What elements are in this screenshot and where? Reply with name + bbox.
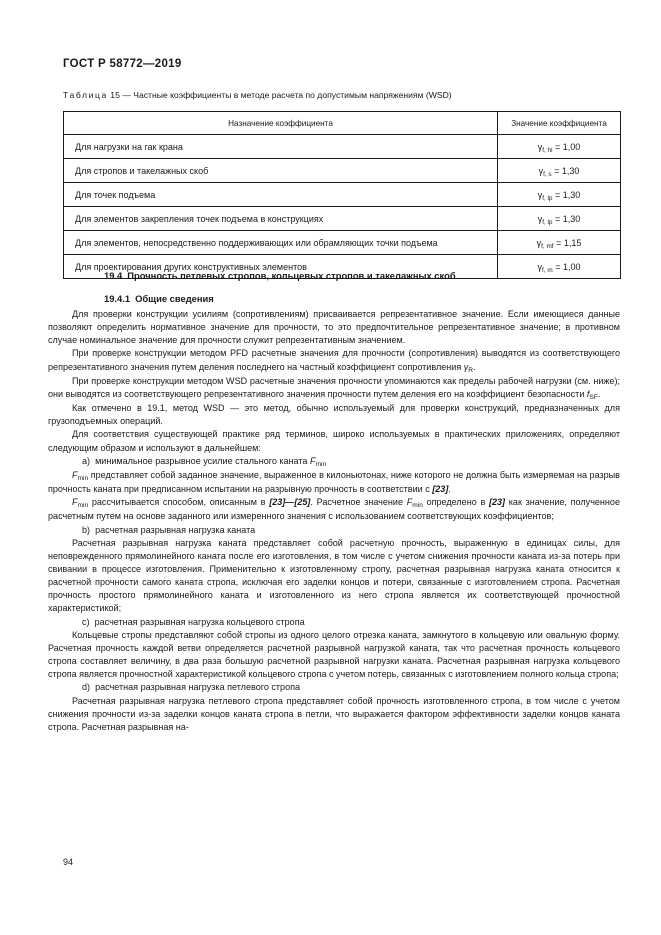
row-description: Для элементов закрепления точек подъема в конструкциях — [64, 207, 498, 231]
page-number: 94 — [63, 857, 74, 867]
paragraph-7-text-b: . Расчетное значение — [310, 497, 407, 508]
table-row — [64, 231, 621, 255]
reference-23: [23] — [432, 484, 449, 495]
paragraph-10: Расчетная разрывная нагрузка петлевого стропа представляет собой прочность изготовленного стропа, в том числе с учетом снижения прочности из-за заделки концов каната стропа в петли, что выражается фактором эффективности заделки концов каната стропа. Расчетная разрывная на- — [48, 695, 620, 732]
gamma-equals: = 1,30 — [555, 189, 581, 200]
gamma-equals: = 1,00 — [555, 141, 581, 152]
paragraph-7 — [48, 496, 620, 523]
table-caption-number: 15 — [110, 90, 120, 100]
f-min-symbol: F — [406, 497, 413, 508]
gamma-subscript: f, s — [543, 170, 552, 178]
subsection-title: Общие сведения — [135, 293, 214, 304]
row-value — [498, 183, 621, 207]
section-heading-19-4-1 — [104, 293, 214, 304]
list-item-b-label: b) — [82, 524, 91, 535]
list-item-b — [48, 524, 620, 537]
row-description: Для проектирования других конструктивных элементов — [64, 255, 498, 279]
table-row — [64, 207, 621, 231]
paragraph-2 — [48, 347, 620, 374]
gamma-equals: = 1,00 — [555, 261, 581, 272]
paragraph-6-text-a: представляет собой заданное значение, выраженное в килоньютонах, ниже которого не должна быть измеряемая на разрыв прочность каната при предписанном испытании на разрывную прочность в соответствии с — [48, 469, 620, 495]
table-body — [64, 135, 621, 279]
gamma-subscript: f, hl — [542, 146, 553, 154]
f-min-symbol: F — [309, 455, 316, 466]
list-item-a — [48, 455, 620, 469]
f-min-subscript: min — [412, 502, 423, 510]
row-description: Для стропов и такелажных скоб — [64, 159, 498, 183]
gamma-symbol: γ — [537, 213, 543, 224]
gamma-symbol: γ — [536, 237, 542, 248]
reference-23: [23] — [488, 497, 506, 508]
f-min-subscript: min — [77, 502, 89, 510]
column-header-description: Назначение коэффициента — [64, 112, 498, 135]
table-row — [64, 183, 621, 207]
list-item-d — [48, 681, 620, 694]
f-sf-subscript: SF — [589, 393, 598, 401]
gamma-equals: = 1,15 — [556, 237, 582, 248]
f-min-subscript: min — [315, 460, 327, 468]
list-item-c-label: c) — [82, 616, 90, 627]
paragraph-3-text-a: При проверке конструкции методом WSD расчетные значения прочности упоминаются как пределы рабочей нагрузки (см. ниже); они выводятся из соответствующего репрезентативного значения прочности путем деления его на коэффициент безопасности — [48, 375, 620, 399]
row-value — [498, 231, 621, 255]
gamma-subscript: f, lp — [542, 218, 553, 226]
gamma-r-symbol: γ — [463, 361, 469, 372]
table-head — [64, 112, 621, 135]
gamma-subscript: f, mf — [541, 242, 554, 250]
list-item-a-label: a) — [82, 455, 91, 466]
f-sf-symbol: f — [586, 388, 590, 399]
gamma-equals: = 1,30 — [555, 213, 581, 224]
column-header-value: Значение коэффициента — [498, 112, 621, 135]
body-text — [48, 308, 620, 734]
paragraph-7-text-d: как значение, полученное расчетным путем на основе заданного или измеренного значения с использованием соответствующих коэффициентов; — [48, 497, 620, 522]
paragraph-1: Для проверки конструкции усилиям (сопротивлениям) присваивается репрезентативное значение. Если имеющиеся данные позволяют определить нормативное значение для прочности, то это предпочтительное репрезентативное значение; в противном случае номинальное значение для прочности служит репрезентативным значением. — [48, 309, 620, 346]
table-caption-label: Таблица — [63, 90, 108, 100]
standard-header: ГОСТ Р 58772—2019 — [63, 58, 182, 70]
row-description: Для точек подъема — [64, 183, 498, 207]
gamma-symbol: γ — [538, 165, 544, 176]
gamma-symbol: γ — [537, 141, 543, 152]
gamma-symbol: γ — [537, 189, 543, 200]
table-caption-text: Частные коэффициенты в методе расчета по допустимым напряжениям (WSD) — [133, 90, 452, 100]
row-description: Для нагрузки на гак крана — [64, 135, 498, 159]
row-value — [498, 255, 621, 279]
list-item-c-text: расчетная разрывная нагрузка кольцевого стропа — [94, 616, 305, 627]
row-description: Для элементов, непосредственно поддерживающих или обрамляющих точки подъема — [64, 231, 498, 255]
list-item-d-text: расчетная разрывная нагрузка петлевого стропа — [95, 682, 301, 693]
paragraph-8: Расчетная разрывная нагрузка каната представляет собой расчетную прочность, выраженную в единицах силы, для неповрежденного прямолинейного каната после его изготовления, в том числе с учетом снижения прочности каната из-за потерь при свивании в процессе изготовления. Применительно к изготовленному стропу, расчетная разрывная нагрузка каната относится к расчетной прочности самого каната стропа, исключая его заделки концов и потери, связанные с изготовлением стропа. Расчетная прочность простого прямолинейного каната и изготовленного из него стропа является их соответствующей прочностной характеристикой; — [48, 537, 620, 614]
gamma-r-subscript: R — [468, 366, 474, 374]
f-min-symbol: F — [72, 497, 78, 508]
gamma-subscript: f, m — [542, 266, 553, 274]
list-item-d-label: d) — [82, 682, 91, 693]
gamma-subscript: f, lp — [542, 194, 553, 202]
table-row — [64, 135, 621, 159]
paragraph-2-text-b: . — [473, 361, 476, 372]
section-number: 19.4 — [104, 270, 123, 281]
row-value — [498, 207, 621, 231]
gamma-symbol: γ — [537, 261, 543, 272]
gamma-equals: = 1,30 — [554, 165, 580, 176]
table-row — [64, 159, 621, 183]
coefficients-table — [63, 111, 621, 279]
paragraph-9: Кольцевые стропы представляют собой стропы из одного целого отрезка каната, замкнутого в кольцевую или овальную форму. Расчетная прочность каждой ветви определяется расчетной разрывной нагрузкой каната, так что расчетная прочность кольцевого стропа составляет величину, в два раза большую расчетной разрывной нагрузки каната. Расчетная разрывная нагрузка кольцевого стропа является прочностной характеристикой кольцевого стропа с учетом потерь, связанных с изготовлением полного кольца стропа; — [48, 629, 620, 680]
section-title: Прочность петлевых стропов, кольцевых стропов и такелажных скоб — [127, 270, 456, 281]
table-caption — [63, 90, 452, 100]
section-heading-19-4 — [104, 270, 456, 281]
list-item-b-text: расчетная разрывная нагрузка каната — [95, 524, 256, 535]
paragraph-7-text-a: рассчитывается способом, описанным в — [88, 497, 270, 508]
reference-23-25: [23]—[25] — [269, 497, 311, 508]
paragraph-4: Как отмечено в 19.1, метод WSD — это метод, обычно используемый для проверки конструкций, предназначенных для грузоподъемных операций. — [48, 403, 620, 427]
f-min-symbol: F — [72, 469, 78, 480]
f-min-subscript: min — [77, 474, 89, 482]
paragraph-3-text-b: . — [597, 388, 601, 399]
paragraph-7-text-c: определено в — [422, 497, 489, 508]
row-value — [498, 135, 621, 159]
table-header-row — [64, 112, 621, 135]
paragraph-6-text-b: . — [448, 484, 451, 495]
paragraph-5: Для соответствия существующей практике ряд терминов, широко используемых в практических приложениях, определяют следующим образом и используют в дальнейшем: — [48, 429, 620, 453]
paragraph-6 — [48, 469, 620, 496]
list-item-a-text: минимальное разрывное усилие стального каната — [95, 455, 310, 466]
paragraph-3 — [48, 375, 620, 402]
subsection-number: 19.4.1 — [104, 293, 131, 304]
table-caption-dash: — — [122, 90, 131, 100]
list-item-c — [48, 616, 620, 629]
row-value — [498, 159, 621, 183]
paragraph-2-text-a: При проверке конструкции методом PFD расчетные значения для прочности (сопротивления) выводятся из соответствующего репрезентативного значения путем деления последнего на частный коэффициент сопротивления — [48, 348, 620, 372]
